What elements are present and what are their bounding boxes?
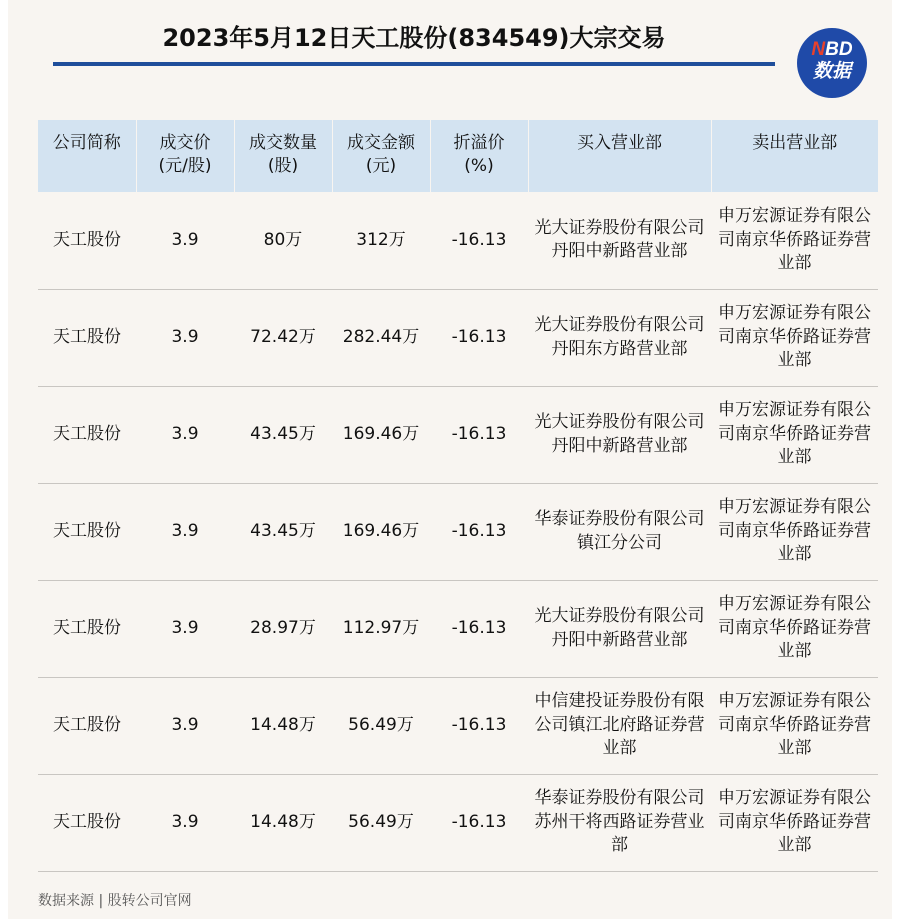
cell-seller-branch: 申万宏源证券有限公司南京华侨路证券营业部 xyxy=(711,774,878,871)
cell-company-name: 天工股份 xyxy=(38,386,136,483)
table-row xyxy=(38,774,878,871)
cell-company-name: 天工股份 xyxy=(38,580,136,677)
cell-premium: -16.13 xyxy=(430,386,528,483)
cell-amount: 112.97万 xyxy=(332,580,430,677)
logo-text-nbd xyxy=(797,40,867,60)
cell-price: 3.9 xyxy=(136,677,234,774)
column-header-label: 折溢价 xyxy=(453,133,505,153)
cell-buyer-branch: 中信建投证券股份有限公司镇江北府路证券营业部 xyxy=(528,677,711,774)
column-header-seller-branch xyxy=(711,120,878,192)
column-header-unit: (元/股) xyxy=(158,156,212,176)
cell-buyer-branch: 光大证券股份有限公司丹阳中新路营业部 xyxy=(528,192,711,289)
cell-buyer-branch: 华泰证券股份有限公司镇江分公司 xyxy=(528,483,711,580)
cell-volume: 43.45万 xyxy=(234,386,332,483)
cell-seller-branch: 申万宏源证券有限公司南京华侨路证券营业部 xyxy=(711,483,878,580)
cell-amount: 56.49万 xyxy=(332,774,430,871)
column-header-label: 成交数量 xyxy=(249,133,317,153)
cell-price: 3.9 xyxy=(136,580,234,677)
block-trade-table xyxy=(38,120,878,872)
table-row xyxy=(38,483,878,580)
cell-amount: 282.44万 xyxy=(332,289,430,386)
table-row xyxy=(38,580,878,677)
cell-premium: -16.13 xyxy=(430,677,528,774)
cell-price: 3.9 xyxy=(136,386,234,483)
source-note: 数据来源 | 股转公司官网 xyxy=(38,893,192,909)
cell-amount: 56.49万 xyxy=(332,677,430,774)
cell-buyer-branch: 光大证券股份有限公司丹阳东方路营业部 xyxy=(528,289,711,386)
cell-company-name: 天工股份 xyxy=(38,192,136,289)
cell-seller-branch: 申万宏源证券有限公司南京华侨路证券营业部 xyxy=(711,386,878,483)
cell-seller-branch: 申万宏源证券有限公司南京华侨路证券营业部 xyxy=(711,677,878,774)
column-header-unit: (股) xyxy=(267,156,299,176)
title-underline xyxy=(53,62,775,66)
cell-volume: 14.48万 xyxy=(234,774,332,871)
column-header-label: 成交价 xyxy=(159,133,211,153)
column-header-label: 买入营业部 xyxy=(577,133,662,153)
cell-premium: -16.13 xyxy=(430,774,528,871)
cell-price: 3.9 xyxy=(136,483,234,580)
table-header xyxy=(38,120,878,192)
cell-volume: 14.48万 xyxy=(234,677,332,774)
cell-buyer-branch: 华泰证券股份有限公司苏州干将西路证券营业部 xyxy=(528,774,711,871)
header-row xyxy=(38,120,878,192)
column-header-amount xyxy=(332,120,430,192)
table-body xyxy=(38,192,878,871)
column-header-unit: (%) xyxy=(464,156,494,176)
column-header-label: 成交金额 xyxy=(347,133,415,153)
cell-volume: 43.45万 xyxy=(234,483,332,580)
cell-company-name: 天工股份 xyxy=(38,677,136,774)
nbd-logo xyxy=(797,28,867,98)
cell-premium: -16.13 xyxy=(430,580,528,677)
page-title: 2023年5月12日天工股份(834549)大宗交易 xyxy=(162,24,666,52)
column-header-label: 公司简称 xyxy=(52,133,121,153)
cell-price: 3.9 xyxy=(136,289,234,386)
column-header-unit: (元) xyxy=(365,156,397,176)
table-row xyxy=(38,192,878,289)
table-row xyxy=(38,677,878,774)
cell-buyer-branch: 光大证券股份有限公司丹阳中新路营业部 xyxy=(528,386,711,483)
cell-company-name: 天工股份 xyxy=(38,289,136,386)
cell-company-name: 天工股份 xyxy=(38,483,136,580)
column-header-buyer-branch xyxy=(528,120,711,192)
cell-volume: 72.42万 xyxy=(234,289,332,386)
cell-amount: 169.46万 xyxy=(332,483,430,580)
column-header-label: 卖出营业部 xyxy=(752,133,838,153)
cell-buyer-branch: 光大证券股份有限公司丹阳中新路营业部 xyxy=(528,580,711,677)
page-canvas xyxy=(8,0,892,919)
column-header-price xyxy=(136,120,234,192)
cell-company-name: 天工股份 xyxy=(38,774,136,871)
table-row xyxy=(38,289,878,386)
cell-premium: -16.13 xyxy=(430,289,528,386)
cell-amount: 169.46万 xyxy=(332,386,430,483)
cell-seller-branch: 申万宏源证券有限公司南京华侨路证券营业部 xyxy=(711,580,878,677)
cell-price: 3.9 xyxy=(136,774,234,871)
column-header-volume xyxy=(234,120,332,192)
cell-volume: 80万 xyxy=(234,192,332,289)
logo-letter-n: N xyxy=(811,39,826,60)
cell-amount: 312万 xyxy=(332,192,430,289)
cell-seller-branch: 申万宏源证券有限公司南京华侨路证券营业部 xyxy=(711,192,878,289)
logo-letters-bd: BD xyxy=(825,39,853,60)
cell-seller-branch: 申万宏源证券有限公司南京华侨路证券营业部 xyxy=(711,289,878,386)
cell-premium: -16.13 xyxy=(430,483,528,580)
column-header-premium xyxy=(430,120,528,192)
logo-text-data: 数据 xyxy=(812,61,851,82)
cell-premium: -16.13 xyxy=(430,192,528,289)
cell-price: 3.9 xyxy=(136,192,234,289)
cell-volume: 28.97万 xyxy=(234,580,332,677)
column-header-company-name xyxy=(38,120,136,192)
table-row xyxy=(38,386,878,483)
